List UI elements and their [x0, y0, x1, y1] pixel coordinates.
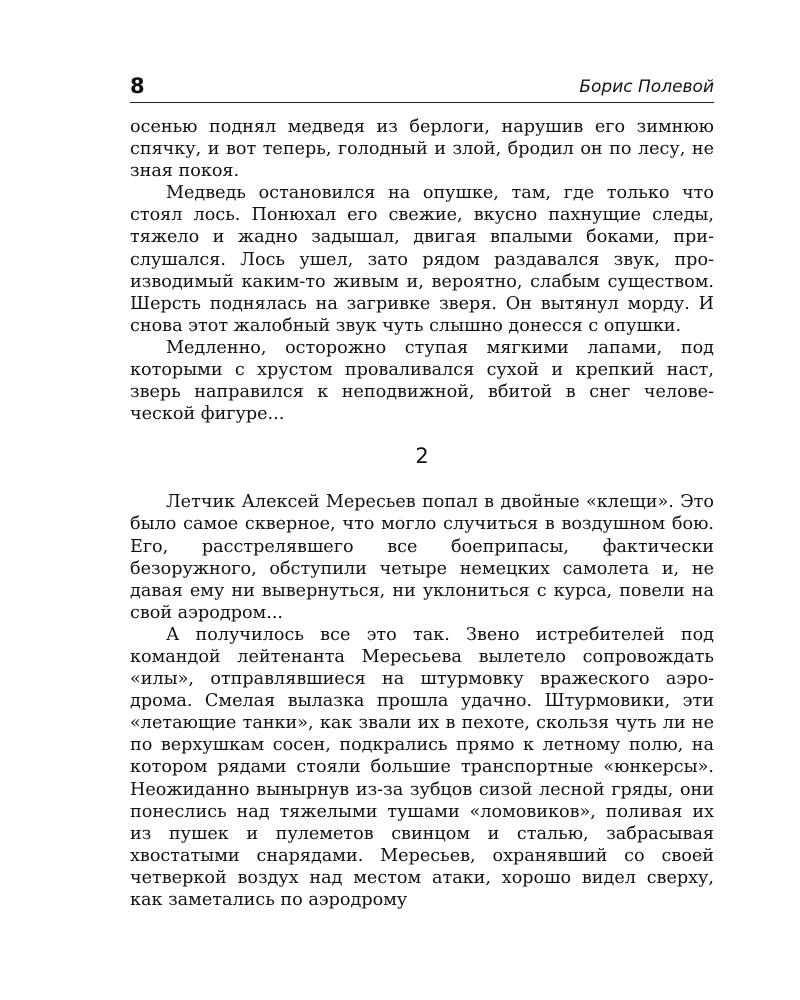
paragraph: Медленно, осторожно ступая мягкими лапами, под которыми с хрустом проваливался сухой и крепкий наст, зверь направился к неподвижной, вбитой в снег человеческой фигуре... [130, 337, 714, 425]
paragraph: Медведь остановился на опушке, там, где только что стоял лось. Понюхал его свежие, вкусно пахнущие следы, тяжело и жадно задышал, двигая впалыми боками, прислушался. Лось ушел, зато рядом раздавался звук, производимый каким-то живым и, вероятно, слабым существом. Шерсть поднялась на загривке зверя. Он вытянул морду. И снова этот жалобный звук чуть слышно донесся с опушки. [130, 183, 714, 336]
book-page [130, 72, 714, 911]
page-number: 8 [130, 74, 145, 98]
body-text [130, 116, 714, 911]
running-head-author: Борис Полевой [579, 77, 714, 97]
page-header [130, 72, 714, 103]
paragraph: Летчик Алексей Мересьев попал в двойные «клещи». Это было самое скверное, что могло случиться в воздушном бою. Его, расстрелявшего все боеприпасы, фактически безоружного, обступили четыре немецких самолета и, не давая ему ни вывернуться, ни уклониться с курса, повели на свой аэродром... [130, 492, 714, 623]
paragraph-continued: осенью поднял медведя из берлоги, нарушив его зимнюю спячку, и вот теперь, голодный и злой, бродил он по лесу, не зная покоя. [130, 117, 714, 182]
paragraph: А получилось все это так. Звено истребителей под командой лейтенанта Мересьева вылетело сопровождать «илы», отправлявшиеся на штурмовку вражеского аэродрома. Смелая вылазка прошла удачно. Штурмовики, эти «летающие танки», как звали их в пехоте, скользя чуть ли не по верхушкам сосен, подкрались прямо к летному полю, на котором рядами стояли большие транспортные «юнкерсы». Неожиданно вынырнув из-за зубцов сизой лесной гряды, они понеслись над тяжелыми тушами «ломовиков», поливая их из пушек и пулеметов свинцом и сталью, забрасывая хвостатыми снарядами. Мересьев, охранявший со своей четверкой воздух над местом атаки, хорошо видел сверху, как заметались по аэродрому [130, 624, 714, 910]
chapter-number: 2 [415, 444, 429, 469]
